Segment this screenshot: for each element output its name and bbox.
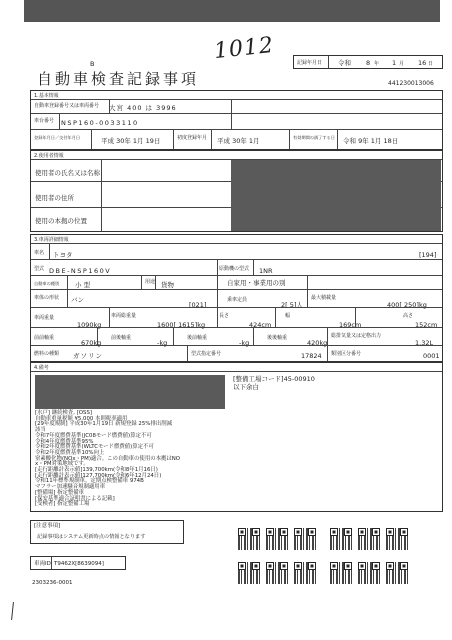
record-date-day: 16 <box>418 59 427 67</box>
vehicle-info-section: 3.車両詳細情報 車名 トヨタ [194] 型式 DBE-NSP160V 原動機の型式 1NR 自動車の種別 小 型 用途 貨物 自家用・事業用の別 車体の形状 バン [021] 乗車定員 2[ 5]人 最大積載量 400[ 250]kg 車両重量 1090kg 車両総重量 1600[ 1615]kg 長さ 424cm 幅 169cm 高さ 152cm 前前軸重 670kg 前後軸重 -kg 後前軸重 -kg 後後軸重 420kg 総排気量又は定格出力 1.32L 燃料の種類 ガソリン 型式指定番号 17824 類別区分番号 0001 <box>30 234 443 362</box>
weight-value: 1090kg <box>77 321 102 329</box>
letter-b: B <box>90 60 95 68</box>
doc-number: 441230013006 <box>388 80 434 87</box>
remark-line: 令和7年度燃費基準(JC08モード燃費値)算定不可 <box>35 432 152 439</box>
expiry-date: 令和 9年 1月 18日 <box>343 137 399 145</box>
height-value: 152cm <box>415 321 438 329</box>
qr-code-6 <box>386 528 408 550</box>
model-value: DBE-NSP160V <box>49 267 112 275</box>
vehicle-id-box <box>30 556 126 570</box>
remark-line: [走行距離計表示値]127,700km(令和6年12月24日) <box>35 472 162 479</box>
remark-line: [保安基準適合証明書による記載] <box>35 495 115 502</box>
vehicle-id-label: 車両ID <box>34 561 51 567</box>
record-date-box: 記録年月日 令和 8 年 1 月 16 日 <box>293 55 443 69</box>
remark-line: マフラー加速騒音規制適用車 <box>35 484 106 491</box>
remarks-section <box>30 362 443 512</box>
first-registration: 平成 30年 1月 <box>217 137 260 145</box>
max-load-value: 400[ 250]kg <box>387 301 427 309</box>
remark-line: 該当 <box>35 427 46 434</box>
user-address-label: 使用者の住所 <box>35 194 74 202</box>
record-date-year: 8 <box>366 59 371 67</box>
shape-code: [021] <box>189 301 207 309</box>
registration-number: 大宮 400 は 3996 <box>109 104 177 112</box>
section-user-heading: 2.使用者情報 <box>34 153 64 159</box>
maintenance-code: [整備工場コード]45-00910 <box>233 375 315 383</box>
redacted-user-info <box>231 160 441 231</box>
front-axle-value: 670kg <box>81 339 102 347</box>
handwritten-mark <box>11 602 15 620</box>
notes-heading: [注意事項] <box>34 523 61 529</box>
fuel-value: ガソリン <box>73 352 103 360</box>
length-value: 424cm <box>249 321 272 329</box>
qr-code-5 <box>358 528 380 550</box>
maker-code: [194] <box>419 251 437 259</box>
type-number-value: 17824 <box>301 352 322 360</box>
remarks-lines <box>35 411 295 508</box>
section-remarks-heading: 4.備考 <box>34 365 49 371</box>
width-value: 169cm <box>339 321 362 329</box>
remark-line: [受検者] 指定整備工場 <box>35 501 90 508</box>
front-axle2-value: -kg <box>157 339 168 347</box>
qr-code-2 <box>266 528 288 550</box>
registration-date: 平成 30年 1月 19日 <box>101 137 161 145</box>
use-value: 貨物 <box>161 281 174 289</box>
remark-line: x・PM対策地域です。 <box>35 461 89 468</box>
remark-line: 令和4年度燃費基準95% <box>35 438 94 445</box>
remark-line: [29年度規制] 平成30年1月19日 新規登録 25%排出削減 <box>35 421 172 428</box>
qr-code-3 <box>294 528 316 550</box>
class-number-value: 0001 <box>423 352 440 360</box>
remark-line: [走行距離計表示値]139,700km(令和8年1月16日) <box>35 467 158 474</box>
qr-code-9 <box>294 562 316 584</box>
qr-code-12 <box>386 562 408 584</box>
chassis-number: NSP160-0033110 <box>61 119 139 127</box>
footer-code: 2303236-0001 <box>32 580 73 586</box>
notes-box <box>30 520 184 544</box>
remark-line: [水戸] 継続検査, [OSS] <box>35 410 92 416</box>
remark-line: 窒素酸化物(NOx・PM)適合。この自動車の使用の本拠はNO <box>35 455 181 462</box>
qr-code-10 <box>330 562 352 584</box>
redacted-header-bar <box>24 0 440 22</box>
qr-code-11 <box>358 562 380 584</box>
engine-value: 1NR <box>259 267 273 275</box>
remark-line: 令和2年度燃費基準10%向上 <box>35 449 105 456</box>
maintenance-sub: 以下余白 <box>233 383 259 391</box>
basic-info-section: 1.基本情報 自動車登録番号又は車両番号 大宮 400 は 3996 車台番号 NSP160-0033110 登録年月日／交付年月日 平成 30年 1月 19日 初度登録年月 平成 30年 1月 有効期間の満了する日 令和 9年 1月 18日 <box>30 90 443 150</box>
qr-code-1 <box>238 528 260 550</box>
gross-value: 1600[ 1615]kg <box>157 321 206 329</box>
notes-text: 記録事項はシステム更新時点の情報となります <box>37 534 146 540</box>
handwritten-number: 1012 <box>212 32 276 65</box>
rear-axle-value: -kg <box>239 339 250 347</box>
redacted-remarks <box>35 375 225 409</box>
vehicle-id-value: T9462X[8639094] <box>54 561 104 567</box>
section-basic-heading: 1.基本情報 <box>34 93 59 99</box>
remark-line: 令和11年標準規制車。定期点検整備車 974B <box>35 478 144 485</box>
shape-value: バン <box>71 296 84 304</box>
qr-code-8 <box>266 562 288 584</box>
maker-value: トヨタ <box>53 251 73 259</box>
qr-code-4 <box>330 528 352 550</box>
user-info-section <box>30 150 443 232</box>
remark-line: 令和2年度燃費基準(WLTCモード燃費値)算定不可 <box>35 444 154 451</box>
kind-value: 小 型 <box>75 281 91 289</box>
remark-line: [整備場] 指定整備車 <box>35 489 85 496</box>
user-name-label: 使用者の氏名又は名称 <box>35 169 100 177</box>
qr-code-7 <box>238 562 260 584</box>
record-date-month: 1 <box>392 59 397 67</box>
record-date-label: 記録年月日 <box>297 60 323 66</box>
capacity-value: 2[ 5]人 <box>281 301 303 309</box>
rear-axle2-value: 420kg <box>307 339 328 347</box>
remark-line: 自動車重量税額 ¥5,000 本則税率適用 <box>35 415 128 422</box>
record-date-era: 令和 <box>338 59 351 67</box>
page-title: 自動車検査記録事項 <box>37 70 200 88</box>
displacement-value: 1.32L <box>415 339 434 347</box>
user-base-label: 使用の本拠の位置 <box>35 217 87 225</box>
section-vehicle-heading: 3.車両詳細情報 <box>34 237 69 243</box>
